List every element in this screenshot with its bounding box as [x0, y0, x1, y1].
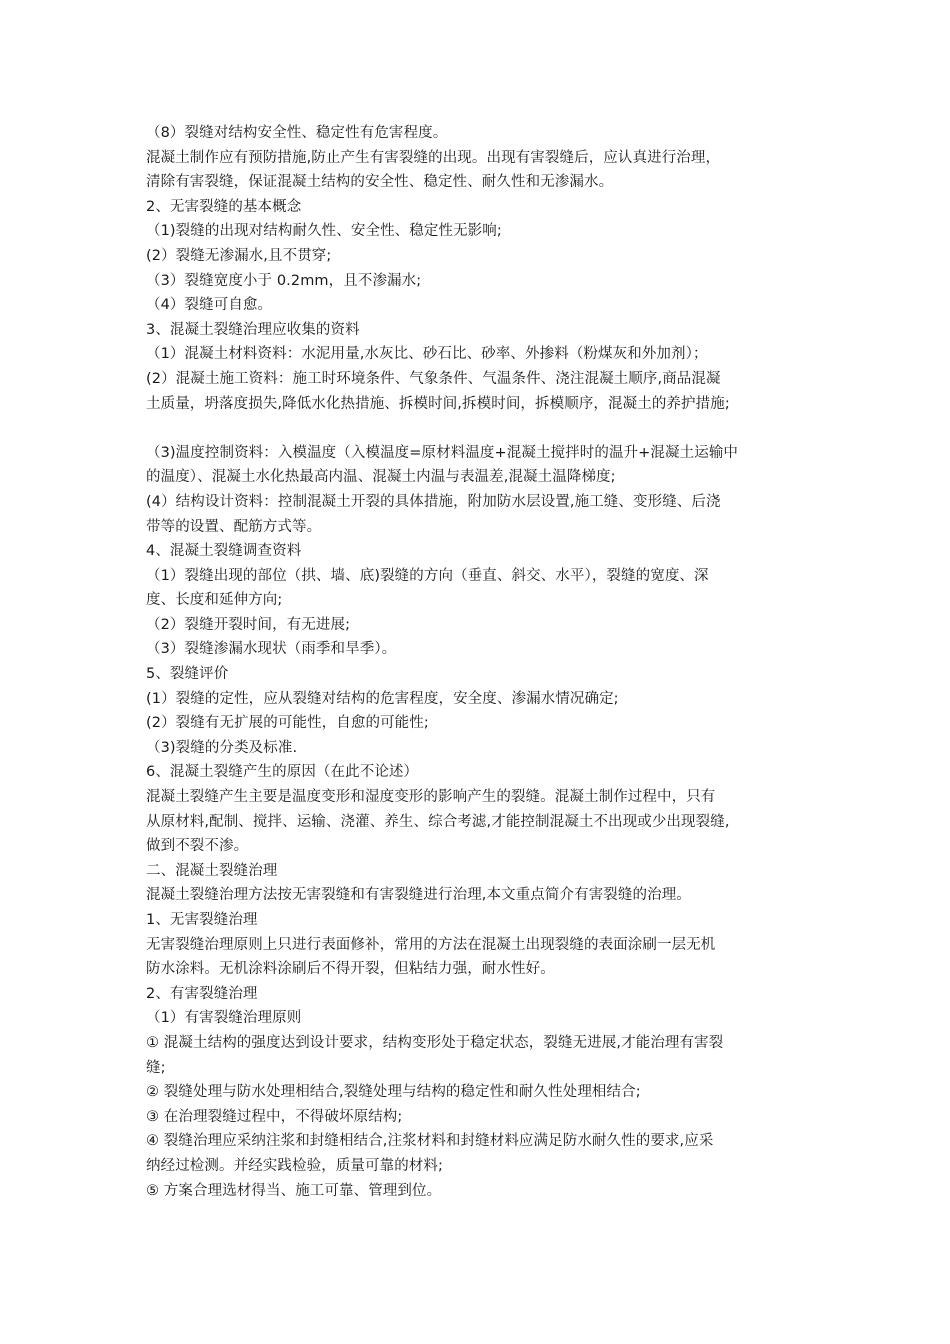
- text-line: （3）裂缝宽度小于 0.2mm，且不渗漏水;: [146, 272, 422, 289]
- text-line: （3)温度控制资料：入模温度（入模温度=原材料温度+混凝土搅拌时的温升+混凝土运输中: [146, 444, 739, 461]
- document-body: [146, 121, 811, 1203]
- text-line: （4）裂缝可自愈。: [146, 297, 273, 314]
- text-line: (2）混凝土施工资料：施工时环境条件、气象条件、气温条件、浇注混凝土顺序,商品混凝: [146, 370, 721, 387]
- text-line: （1）有害裂缝治理原则: [146, 1010, 302, 1027]
- text-line: 带等的设置、配筋方式等。: [146, 518, 322, 535]
- text-line: 度、长度和延伸方向;: [146, 592, 283, 609]
- text-line: 混凝土制作应有预防措施,防止产生有害裂缝的出现。出现有害裂缝后，应认真进行治理，: [146, 149, 721, 166]
- text-line: （1)裂缝的出现对结构耐久性、安全性、稳定性无影响;: [146, 223, 502, 240]
- blank-line: [146, 416, 811, 441]
- text-line: (1）裂缝的定性，应从裂缝对结构的危害程度，安全度、渗漏水情况确定;: [146, 690, 619, 707]
- text-line: 2、无害裂缝的基本概念: [146, 198, 302, 215]
- text-line: （1）裂缝出现的部位（拱、墙、底)裂缝的方向（垂直、斜交、水平），裂缝的宽度、深: [146, 567, 709, 584]
- text-line: 防水涂料。无机涂料涂刷后不得开裂，但粘结力强，耐水性好。: [146, 961, 555, 978]
- text-line: 混凝土裂缝治理方法按无害裂缝和有害裂缝进行治理,本文重点简介有害裂缝的治理。: [146, 887, 691, 904]
- text-line: ③ 在治理裂缝过程中，不得破坏原结构;: [146, 1108, 403, 1125]
- text-line: 土质量，坍落度损失,降低水化热措施、拆模时间,拆模时间，拆模顺序，混凝土的养护措施;: [146, 395, 730, 412]
- text-line: 无害裂缝治理原则上只进行表面修补，常用的方法在混凝土出现裂缝的表面涂刷一层无机: [146, 936, 716, 953]
- text-line: 清除有害裂缝，保证混凝土结构的安全性、稳定性、耐久性和无渗漏水。: [146, 174, 614, 191]
- text-line: 3、混凝土裂缝治理应收集的资料: [146, 321, 360, 338]
- text-line: （8）裂缝对结构安全性、稳定性有危害程度。: [146, 125, 448, 141]
- text-line: （3)裂缝的分类及标准.: [146, 739, 298, 756]
- text-line: 的温度）、混凝土水化热最高内温、混凝土内温与表温差,混凝土温降梯度;: [146, 469, 616, 486]
- text-line: 缝;: [146, 1059, 166, 1076]
- text-line: 从原材料,配制、搅拌、运输、浇灌、养生、综合考滤,才能控制混凝土不出现或少出现裂缝,: [146, 813, 730, 830]
- text-line: 1、无害裂缝治理: [146, 912, 258, 928]
- text-line: （2）裂缝开裂时间，有无进展;: [146, 616, 351, 633]
- text-line: (4）结构设计资料：控制混凝土开裂的具体措施，附加防水层设置,施工缝、变形缝、后浇: [146, 493, 721, 510]
- text-line: ⑤ 方案合理选材得当、施工可靠、管理到位。: [146, 1182, 442, 1199]
- text-line: 5、裂缝评价: [146, 666, 229, 683]
- text-line: （1）混凝土材料资料：水泥用量,水灰比、砂石比、砂率、外掺料（粉煤灰和外加剂）；: [146, 346, 708, 363]
- text-line: 纳经过检测。并经实践检验，质量可靠的材料;: [146, 1157, 443, 1174]
- text-line: (2）裂缝无渗漏水,且不贯穿;: [146, 247, 332, 264]
- text-line: 混凝土裂缝产生主要是温度变形和湿度变形的影响产生的裂缝。混凝土制作过程中，只有: [146, 789, 716, 806]
- text-line: ① 混凝土结构的强度达到设计要求，结构变形处于稳定状态，裂缝无进展,才能治理有害裂: [146, 1034, 724, 1051]
- text-line: ④ 裂缝治理应采纳注浆和封缝相结合,注浆材料和封缝材料应满足防水耐久性的要求,应采: [146, 1133, 714, 1150]
- text-line: 二、混凝土裂缝治理: [146, 862, 278, 879]
- text-line: ② 裂缝处理与防水处理相结合,裂缝处理与结构的稳定性和耐久性处理相结合;: [146, 1084, 641, 1101]
- text-line: 2、有害裂缝治理: [146, 985, 258, 1002]
- text-line: (2）裂缝有无扩展的可能性，自愈的可能性;: [146, 715, 429, 732]
- text-line: （3）裂缝渗漏水现状（雨季和旱季）。: [146, 641, 397, 658]
- text-line: 4、混凝土裂缝调查资料: [146, 543, 302, 560]
- text-line: 做到不裂不渗。: [146, 838, 249, 855]
- text-line: 6、混凝土裂缝产生的原因（在此不论述）: [146, 764, 419, 781]
